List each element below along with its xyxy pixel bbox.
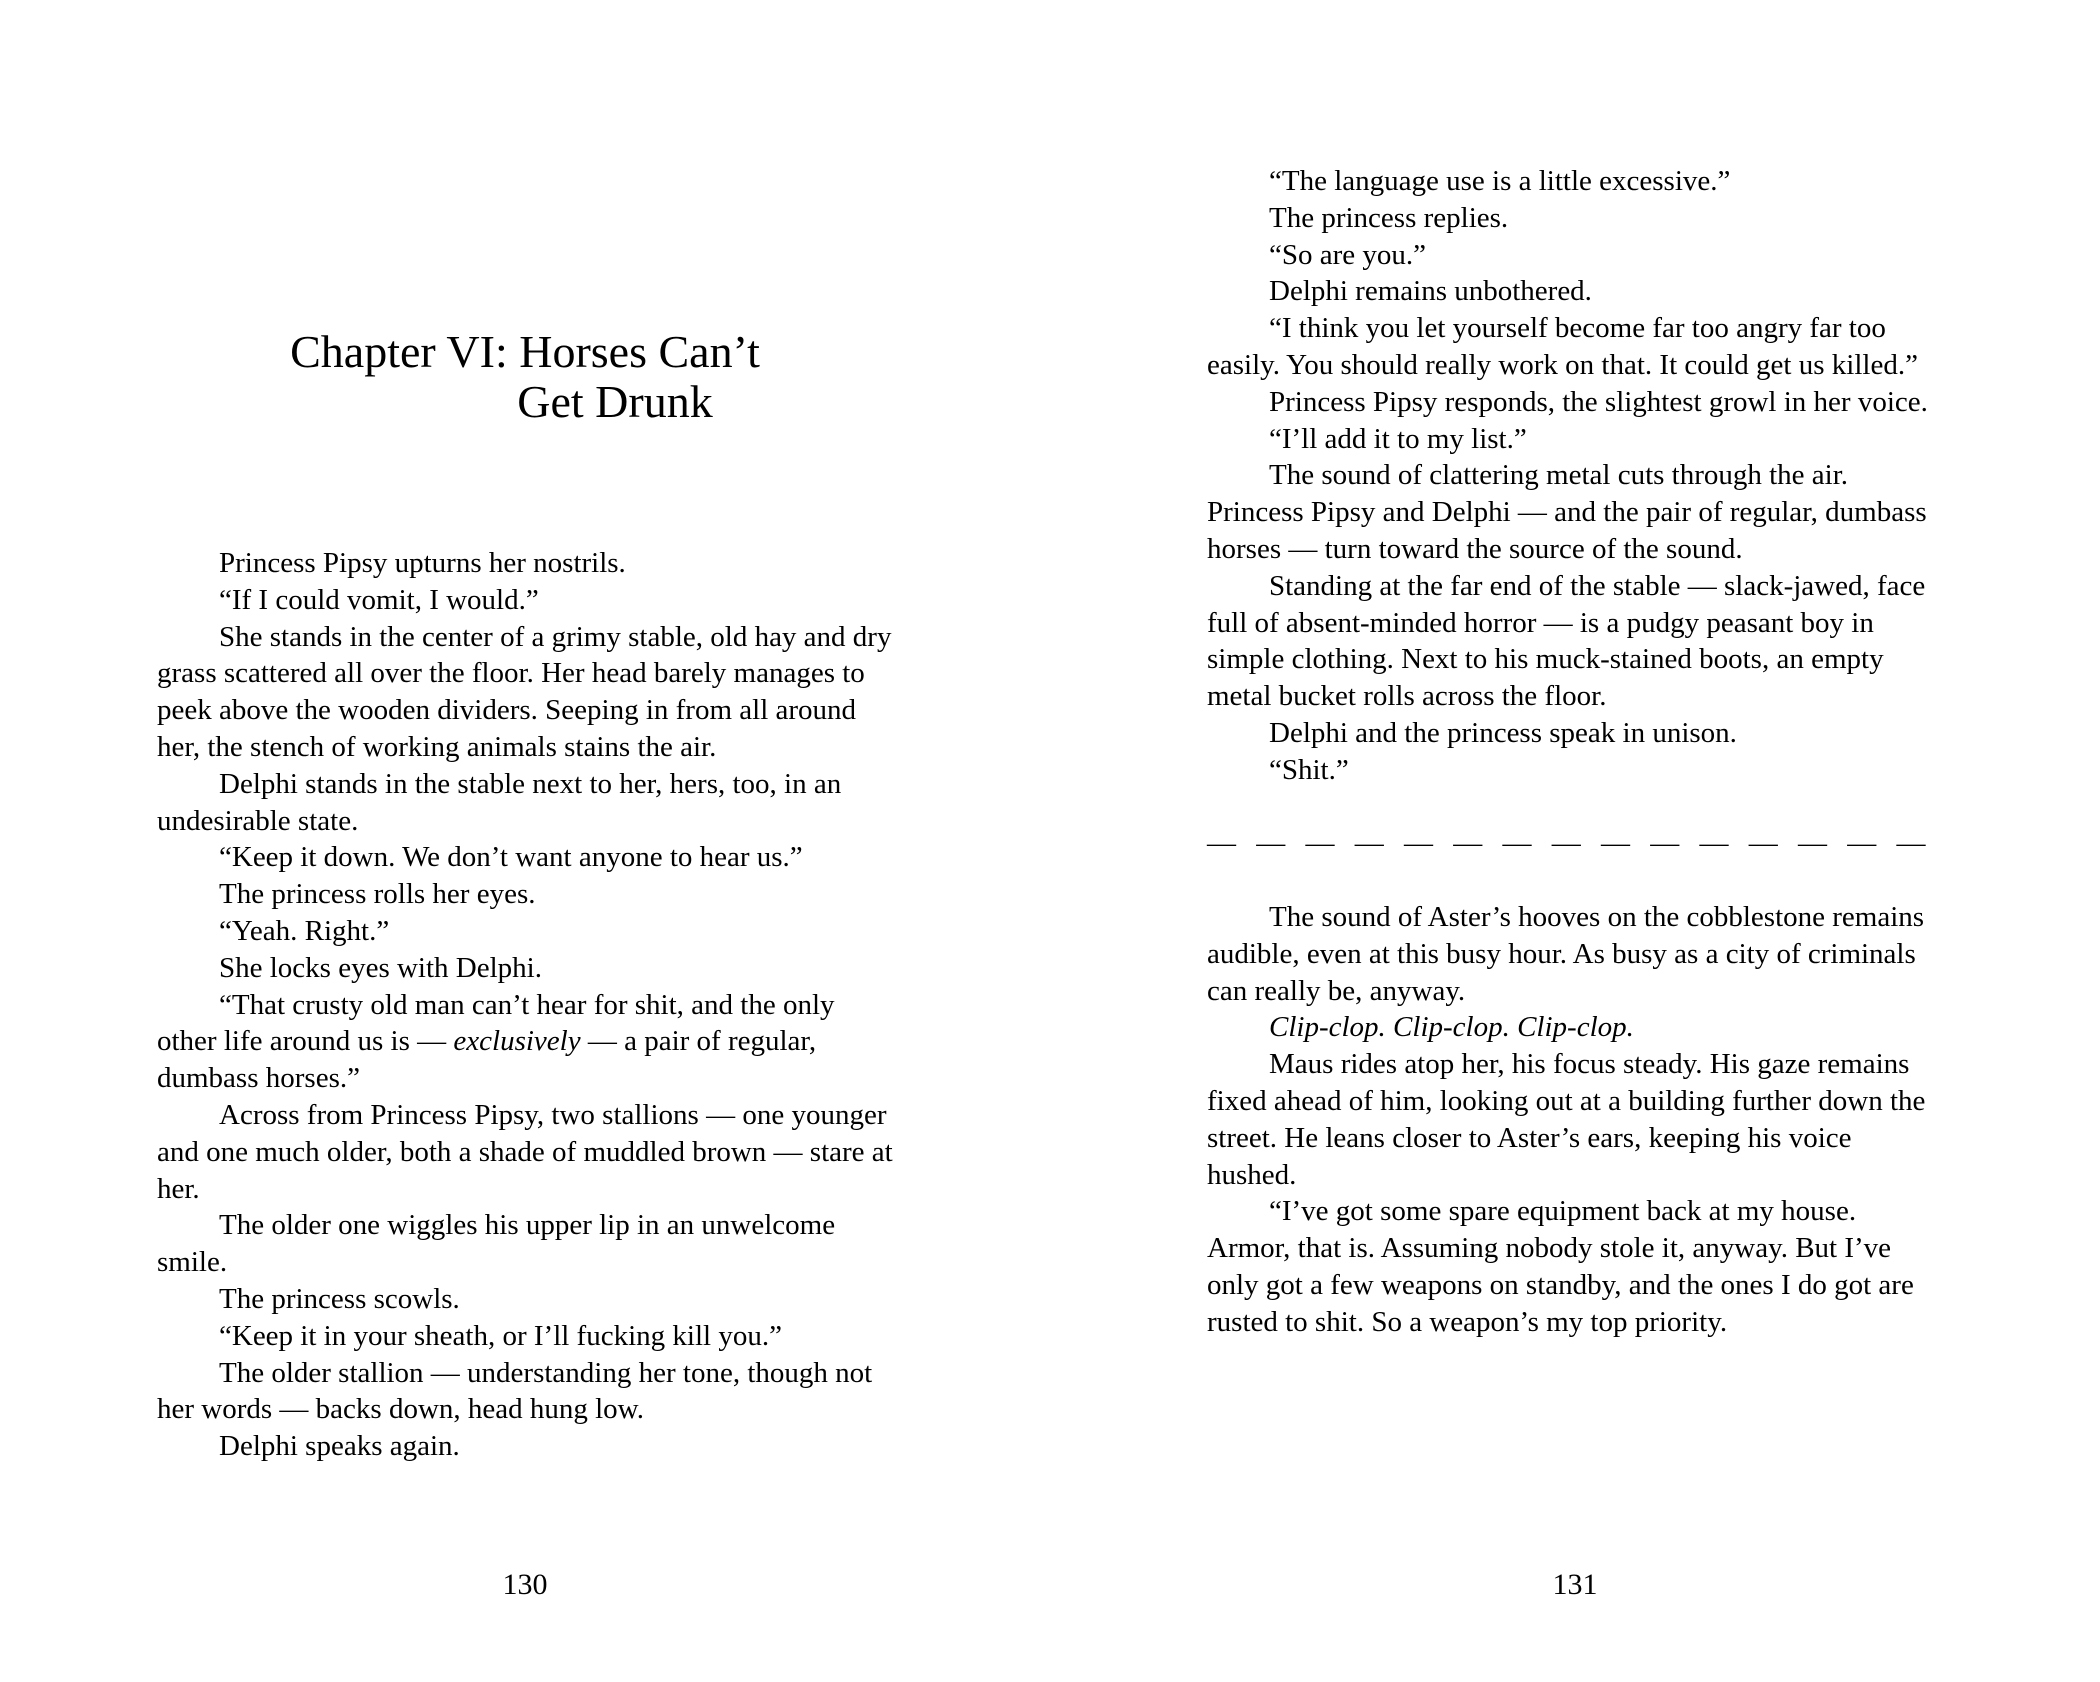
paragraph (157, 1318, 893, 1355)
paragraph (1207, 273, 1943, 310)
text-run: The princess replies. (1269, 201, 1509, 234)
text-run: Standing at the far end of the stable — slack-jawed, face full of absent-minded horror — is a pudgy peasant boy in simple clothing. Next to his muck-stained boots, an empty metal bucket rolls across the floor. (1207, 569, 1926, 713)
paragraph (1207, 568, 1943, 715)
paragraph (157, 1355, 893, 1429)
text-run: Princess Pipsy responds, the slightest growl in her voice. (1269, 385, 1928, 418)
text-run: She stands in the center of a grimy stable, old hay and dry grass scattered all over the floor. Her head barely manages to peek above the wooden dividers. Seeping in from all around her, the stench of working animals stains the air. (157, 620, 892, 763)
paragraph (1207, 421, 1943, 458)
text-run: Delphi and the princess speak in unison. (1269, 716, 1737, 749)
paragraph (1207, 163, 1943, 200)
paragraph (157, 876, 893, 913)
left-page-text (157, 545, 893, 1465)
paragraph (157, 1281, 893, 1318)
text-run: “Shit.” (1269, 753, 1349, 786)
text-run: Delphi stands in the stable next to her, hers, too, in an undesirable state. (157, 767, 842, 837)
text-run: “If I could vomit, I would.” (219, 583, 539, 616)
text-run: The older one wiggles his upper lip in an unwelcome smile. (157, 1209, 836, 1279)
paragraph (157, 839, 893, 876)
text-run: She locks eyes with Delphi. (219, 951, 542, 984)
paragraph (1207, 1046, 1943, 1193)
paragraph (157, 545, 893, 582)
text-run: “So are you.” (1269, 238, 1427, 271)
paragraph (157, 913, 893, 950)
paragraph (1207, 310, 1943, 384)
scene-break-divider (1207, 825, 1943, 862)
right-page-text (1207, 163, 1943, 1341)
paragraph (157, 987, 893, 1097)
text-run: “Keep it down. We don’t want anyone to hear us.” (219, 841, 803, 874)
paragraph (1207, 237, 1943, 274)
text-run: The sound of clattering metal cuts through the air. Princess Pipsy and Delphi — and the pair of regular, dumbass horses — turn toward the source of the sound. (1207, 459, 1927, 565)
text-run: “Keep it in your sheath, or I’ll fucking kill you.” (219, 1319, 782, 1352)
text-run: “That crusty old man can’t hear for shit, and the only other life around us is — (157, 988, 835, 1058)
text-run: Princess Pipsy upturns her nostrils. (219, 547, 626, 579)
text-run: Maus rides atop her, his focus steady. His gaze remains fixed ahead of him, looking out at a building further down the street. He leans closer to Aster’s ears, keeping his voice hushed. (1207, 1048, 1926, 1191)
text-run: The princess rolls her eyes. (219, 878, 536, 911)
text-run: The princess scowls. (219, 1282, 460, 1315)
text-run: “I’ll add it to my list.” (1269, 422, 1527, 455)
text-run: “The language use is a little excessive.” (1269, 165, 1731, 197)
text-run: — a pair of regular, dumbass horses.” (157, 1025, 817, 1095)
chapter-title-line-1: Chapter VI: Horses Can’t (290, 326, 760, 377)
paragraph (1207, 457, 1943, 567)
paragraph (157, 1207, 893, 1281)
paragraph (1207, 384, 1943, 421)
text-run: “Yeah. Right.” (219, 914, 390, 947)
paragraph (1207, 1193, 1943, 1340)
text-run: Delphi remains unbothered. (1269, 275, 1592, 308)
paragraph (1207, 1009, 1943, 1046)
right-page-number: 131 (1552, 1568, 1598, 1601)
paragraph (157, 582, 893, 619)
italic-text-run: exclusively (453, 1025, 581, 1058)
paragraph (1207, 752, 1943, 789)
paragraph (157, 1428, 893, 1465)
text-run: The sound of Aster’s hooves on the cobblestone remains audible, even at this busy hour. As busy as a city of criminals can really be, anyway. (1207, 900, 1925, 1007)
paragraph (157, 1097, 893, 1207)
text-run: “I think you let yourself become far too angry far too easily. You should really work on that. It could get us killed.” (1207, 312, 1918, 381)
paragraph (1207, 899, 1943, 1009)
paragraph (157, 619, 893, 766)
chapter-title (157, 327, 893, 427)
paragraph (157, 950, 893, 987)
paragraph (1207, 200, 1943, 237)
text-run: Delphi speaks again. (219, 1430, 460, 1463)
text-run: “I’ve got some spare equipment back at my house. Armor, that is. Assuming nobody stole it, anyway. But I’ve only got a few weapons on standby, and the ones I do got are rusted to shit. So a weapon’s my top priority. (1207, 1195, 1914, 1338)
paragraph (157, 766, 893, 840)
right-page (1050, 0, 2100, 1682)
italic-text-run: Clip-clop. Clip-clop. Clip-clop. (1269, 1011, 1634, 1044)
paragraph (1207, 715, 1943, 752)
left-page-number: 130 (502, 1568, 548, 1601)
text-run: — — — — — — — — — — — — — — — (1207, 827, 1927, 860)
chapter-title-line-2: Get Drunk (517, 376, 713, 427)
text-run: Across from Princess Pipsy, two stallions — one younger and one much older, both a shade of muddled brown — stare at her. (157, 1098, 893, 1205)
text-run: The older stallion — understanding her tone, though not her words — backs down, head hung low. (157, 1356, 873, 1426)
